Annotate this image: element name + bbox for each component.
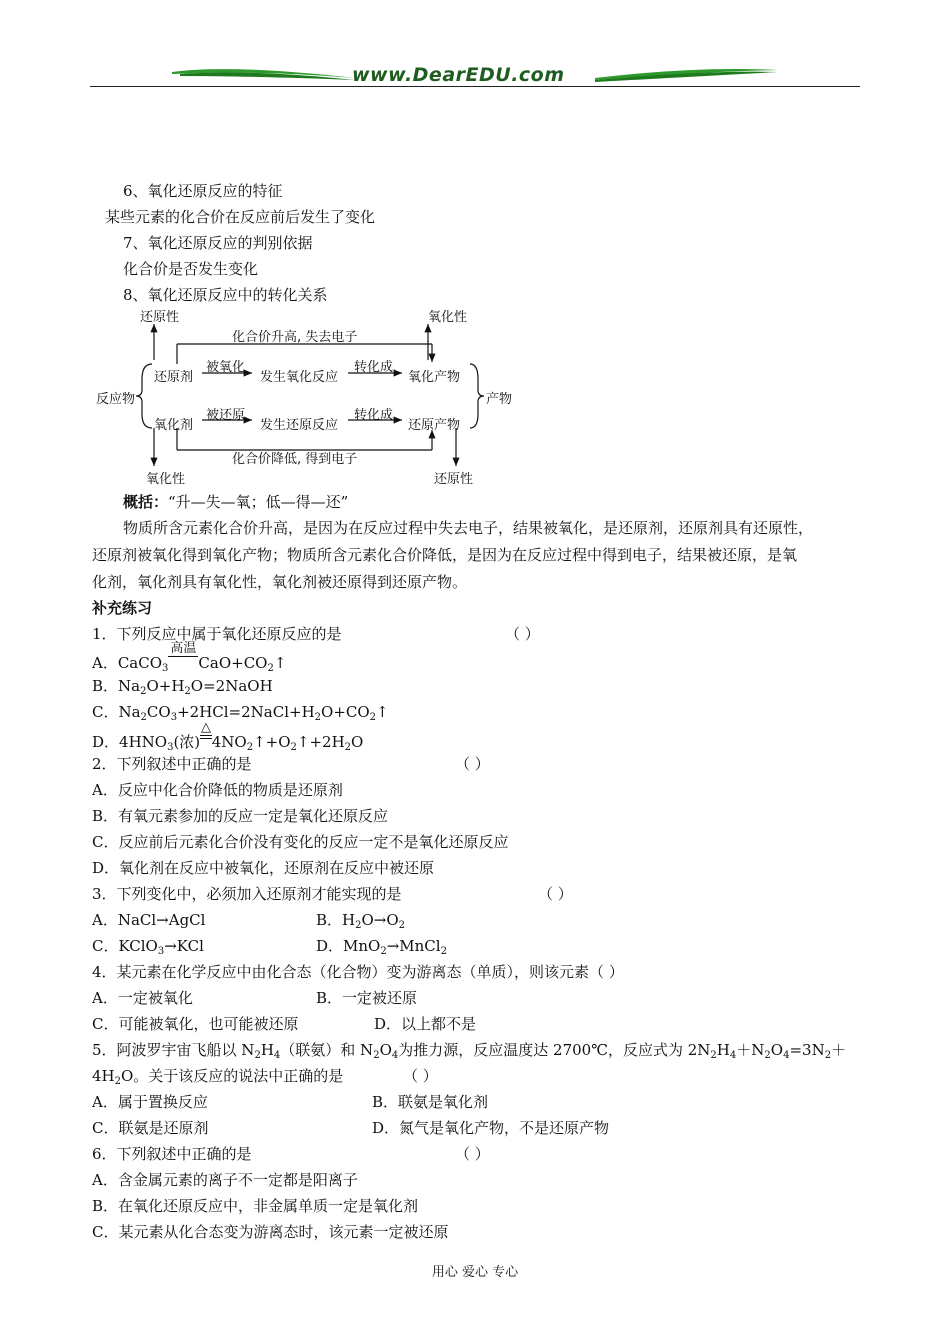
oxidizer-label: 氧化剂 bbox=[154, 418, 194, 433]
q6-option-a[interactable]: A．含金属元素的离子不一定都是阳离子 bbox=[92, 1171, 358, 1189]
redox-diagram bbox=[92, 304, 532, 490]
section6-title: 6、氧化还原反应的特征 bbox=[123, 182, 283, 200]
gas-arrow-icon: ↑ bbox=[273, 654, 287, 672]
summary-slogan: “升—失—氧；低—得—还” bbox=[168, 493, 349, 511]
q4-option-b[interactable]: B．一定被还原 bbox=[316, 989, 418, 1007]
summary-para-1: 物质所含元素化合价升高，是因为在反应过程中失去电子，结果被氧化，是还原剂，还原剂具有还原性， bbox=[123, 519, 814, 537]
q2-option-c[interactable]: C．反应前后元素化合价没有变化的反应一定不是氧化还原反应 bbox=[92, 833, 509, 851]
q6-option-b[interactable]: B．在氧化还原反应中，非金属单质一定是氧化剂 bbox=[92, 1197, 419, 1215]
summary-label: 概括： bbox=[123, 493, 169, 511]
header-rule bbox=[90, 86, 860, 87]
q2-option-b[interactable]: B．有氧元素参加的反应一定是氧化还原反应 bbox=[92, 807, 389, 825]
q5-stem-line2: $4H_2O$。关于该反应的说法中正确的是 bbox=[92, 1067, 344, 1087]
q1-option-a[interactable]: A．CaCO$_3$ 高温 $CaO+CO_2↑$ bbox=[92, 641, 287, 674]
q4-stem: 4．某元素在化学反应中由化合态（化合物）变为游离态（单质），则该元素（ ） bbox=[92, 963, 624, 981]
summary-line bbox=[123, 493, 348, 511]
reduced-label: 被还原 bbox=[206, 408, 246, 423]
q2-paren: （ ） bbox=[455, 755, 490, 773]
section6-body: 某些元素的化合价在反应前后发生了变化 bbox=[105, 208, 376, 226]
q3-option-b[interactable]: B．$H_2O\to O_2$ bbox=[316, 911, 406, 931]
q3-option-a[interactable]: A．NaCl→AgCl bbox=[92, 911, 206, 929]
convert1-label: 转化成 bbox=[354, 360, 394, 375]
q5-option-c[interactable]: C．联氨是还原剂 bbox=[92, 1119, 209, 1137]
ox-product-label: 氧化产物 bbox=[408, 370, 461, 385]
section7-title: 7、氧化还原反应的判别依据 bbox=[123, 234, 313, 252]
q3-option-c[interactable]: C．KClO$_3$→KCl bbox=[92, 937, 204, 957]
q1-a-condition: 高温 bbox=[170, 641, 197, 656]
undergo-reduction-label: 发生还原反应 bbox=[260, 418, 339, 433]
q1-option-b[interactable]: B．$Na_2O+H_2O=2NaOH$ bbox=[92, 677, 273, 697]
oxidizing-top: 氧化性 bbox=[428, 310, 468, 325]
site-logo[interactable]: www.DearEDU.com bbox=[352, 64, 565, 86]
oxidized-label: 被氧化 bbox=[206, 360, 246, 375]
section8-title: 8、氧化还原反应中的转化关系 bbox=[123, 286, 328, 304]
summary-para-3: 化剂，氧化剂具有氧化性，氧化剂被还原得到还原产物。 bbox=[92, 573, 468, 591]
q3-stem: 3．下列变化中，必须加入还原剂才能实现的是 bbox=[92, 885, 402, 903]
q1-option-d[interactable]: D．$4HNO_3$(浓) △ $4NO_2↑+O_2↑+2H_2O$ bbox=[92, 720, 364, 753]
reactant-label: 反应物 bbox=[96, 392, 136, 407]
q5-paren: （ ） bbox=[403, 1067, 438, 1085]
q6-stem: 6．下列叙述中正确的是 bbox=[92, 1145, 252, 1163]
gas-arrow-icon: ↑ bbox=[253, 733, 266, 751]
q4-option-c[interactable]: C．可能被氧化，也可能被还原 bbox=[92, 1015, 299, 1033]
q4-option-d[interactable]: D．以上都不是 bbox=[374, 1015, 477, 1033]
convert2-label: 转化成 bbox=[354, 408, 394, 423]
q6-option-c[interactable]: C．某元素从化合态变为游离态时，该元素一定被还原 bbox=[92, 1223, 449, 1241]
exercises-heading: 补充练习 bbox=[92, 599, 153, 617]
red-product-label: 还原产物 bbox=[408, 418, 461, 433]
reducer-label: 还原剂 bbox=[154, 370, 194, 385]
q1-stem: 1．下列反应中属于氧化还原反应的是 bbox=[92, 625, 342, 643]
q1-paren: （ ） bbox=[505, 625, 540, 643]
q5-option-b[interactable]: B．联氨是氧化剂 bbox=[372, 1093, 489, 1111]
q3-option-d[interactable]: D．MnO$_2$→MnCl$_2$ bbox=[316, 937, 447, 957]
q5-option-a[interactable]: A．属于置换反应 bbox=[92, 1093, 208, 1111]
q6-paren: （ ） bbox=[455, 1145, 490, 1163]
q1-option-c[interactable]: C．$Na_2CO_3+2HCl=2NaCl+H_2O+CO_2↑$ bbox=[92, 703, 389, 723]
reducing-top: 还原性 bbox=[140, 310, 180, 325]
q2-stem: 2．下列叙述中正确的是 bbox=[92, 755, 252, 773]
q5-option-d[interactable]: D．氮气是氧化产物，不是还原产物 bbox=[372, 1119, 610, 1137]
q5-stem-line1: 5．阿波罗宇宙飞船以 $N_2H_4$（联氨）和 $N_2O_4$为推力源，反应温度达 2700℃，反应式为 $2N_2H_4+N_2O_4=3N_2+$ bbox=[92, 1041, 847, 1061]
upper-label: 化合价升高, 失去电子 bbox=[232, 330, 358, 345]
gas-arrow-icon: ↑ bbox=[296, 733, 310, 751]
lower-label: 化合价降低, 得到电子 bbox=[232, 452, 358, 467]
q4-option-a[interactable]: A．一定被氧化 bbox=[92, 989, 193, 1007]
q2-option-d[interactable]: D．氧化剂在反应中被氧化，还原剂在反应中被还原 bbox=[92, 859, 435, 877]
gas-arrow-icon: ↑ bbox=[376, 703, 389, 721]
heat-condition-icon: △ bbox=[200, 733, 212, 751]
summary-para-2: 还原剂被氧化得到氧化产物；物质所含元素化合价降低，是因为在反应过程中得到电子，结果被还原，是氧 bbox=[92, 546, 798, 564]
section7-body: 化合价是否发生变化 bbox=[123, 260, 259, 278]
reducing-bottom: 还原性 bbox=[434, 472, 474, 487]
undergo-oxidation-label: 发生氧化反应 bbox=[260, 370, 339, 385]
q2-option-a[interactable]: A．反应中化合价降低的物质是还原剂 bbox=[92, 781, 343, 799]
q3-paren: （ ） bbox=[538, 885, 573, 903]
page-footer: 用心 爱心 专心 bbox=[431, 1265, 519, 1280]
oxidizing-bottom: 氧化性 bbox=[146, 472, 186, 487]
product-label: 产物 bbox=[486, 392, 513, 407]
